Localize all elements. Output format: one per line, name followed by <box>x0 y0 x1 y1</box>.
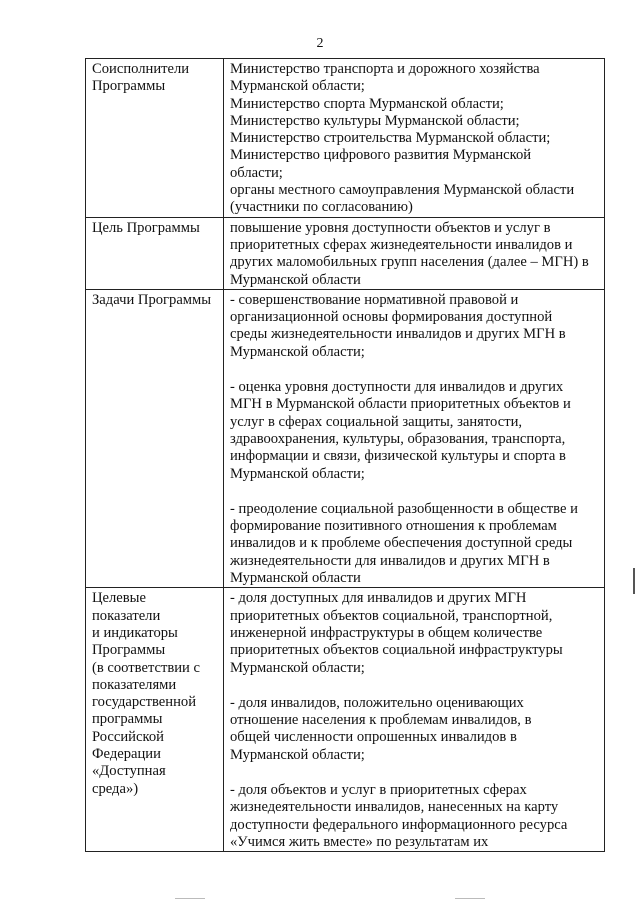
page-number: 2 <box>316 36 324 51</box>
row-value-line: Мурманской области; <box>230 465 365 482</box>
row-value-line: информации и связи, физической культуры и спорта в <box>230 448 566 465</box>
row-label-line: государственной <box>92 694 197 711</box>
row-label-cell <box>86 59 224 218</box>
row-value-line: Министерство культуры Мурманской области; <box>230 112 520 129</box>
row-value-line: повышение уровня доступности объектов и услуг в <box>230 219 551 236</box>
table-row <box>86 59 605 218</box>
row-label-cell <box>86 217 224 289</box>
row-label-line: «Доступная <box>92 763 166 780</box>
row-value-line: формирование позитивного отношения к проблемам <box>230 518 557 535</box>
row-value-line: области; <box>230 164 283 181</box>
row-value-line: жизнедеятельности инвалидов, нанесенных на карту <box>230 799 559 816</box>
row-label-line: программы <box>92 711 163 728</box>
row-label-line: показателями <box>92 676 177 693</box>
row-value-line: - доля доступных для инвалидов и других МГН <box>230 590 527 607</box>
row-value-line: здравоохранения, культуры, образования, транспорта, <box>230 430 566 447</box>
row-label-line: Федерации <box>92 745 161 762</box>
row-value-line: - доля объектов и услуг в приоритетных сферах <box>230 781 527 798</box>
row-label-line: (в соответствии с <box>92 659 200 676</box>
row-label-cell <box>86 289 224 587</box>
row-value-line: - совершенствование нормативной правовой и <box>230 291 519 308</box>
scan-edge-mark <box>633 568 635 594</box>
row-value-cell <box>224 289 605 587</box>
row-value-line: Министерство строительства Мурманской области; <box>230 130 551 147</box>
row-value-line: Мурманской области; <box>230 78 365 95</box>
table-row <box>86 289 605 587</box>
row-label-cell <box>86 588 224 852</box>
row-value-line: - оценка уровня доступности для инвалидов и других <box>230 379 564 396</box>
row-value-line: отношение населения к проблемам инвалидов, в <box>230 712 532 729</box>
row-value-line: доступности федерального информационного ресурса <box>230 816 568 833</box>
row-label-line: Российской <box>92 728 164 745</box>
row-value-line: инженерной инфраструктуры в общем количестве <box>230 624 543 641</box>
scan-bottom-mark-right <box>455 898 485 899</box>
row-label-line: Цель Программы <box>92 219 200 236</box>
row-value-line: приоритетных объектов социальной инфраструктуры <box>230 642 563 659</box>
row-value-line: среды жизнедеятельности инвалидов и других МГН в <box>230 326 566 343</box>
program-passport-table <box>85 58 605 852</box>
row-value-line: Мурманской области <box>230 570 361 587</box>
row-value-line: Мурманской области <box>230 271 361 288</box>
row-value-line: - доля инвалидов, положительно оценивающих <box>230 694 524 711</box>
row-value-line: приоритетных объектов социальной, транспортной, <box>230 607 553 624</box>
row-value-line: жизнедеятельности для инвалидов и других МГН в <box>230 552 550 569</box>
row-value-line: Министерство спорта Мурманской области; <box>230 95 504 112</box>
table-row <box>86 588 605 852</box>
row-label-line: среда») <box>92 780 139 797</box>
row-label-line: Программы <box>92 642 166 659</box>
paragraph-gap <box>230 361 599 379</box>
row-value-line: инвалидов и к проблеме обеспечения доступной среды <box>230 535 573 552</box>
row-value-cell <box>224 217 605 289</box>
paragraph-gap <box>230 483 599 501</box>
row-value-line: услуг в сферах социальной защиты, занятости, <box>230 413 523 430</box>
row-value-line: Министерство цифрового развития Мурманской <box>230 147 532 164</box>
paragraph-gap <box>230 764 599 782</box>
row-value-line: органы местного самоуправления Мурманской области <box>230 182 575 199</box>
row-label-line: и индикаторы <box>92 624 178 641</box>
paragraph-gap <box>230 677 599 695</box>
row-value-line: приоритетных сферах жизнедеятельности инвалидов и <box>230 236 573 253</box>
row-value-line: - преодоление социальной разобщенности в обществе и <box>230 500 578 517</box>
row-value-line: общей численности опрошенных инвалидов в <box>230 729 517 746</box>
scan-bottom-mark-left <box>175 898 205 899</box>
row-value-line: (участники по согласованию) <box>230 199 413 216</box>
row-value-line: МГН в Мурманской области приоритетных объектов и <box>230 396 571 413</box>
row-label-line: Соисполнители <box>92 61 190 77</box>
row-value-line: Мурманской области; <box>230 343 365 360</box>
row-value-line: организационной основы формирования доступной <box>230 309 553 326</box>
row-value-line: «Учимся жить вместе» по результатам их <box>230 833 489 850</box>
row-value-cell <box>224 59 605 218</box>
row-value-line: Мурманской области; <box>230 659 365 676</box>
row-value-line: других маломобильных групп населения (далее – МГН) в <box>230 254 589 271</box>
table-row <box>86 217 605 289</box>
row-label-line: Программы <box>92 78 166 95</box>
row-label-line: Задачи Программы <box>92 291 212 308</box>
row-value-cell <box>224 588 605 852</box>
row-value-line: Мурманской области; <box>230 746 365 763</box>
row-value-line: Министерство транспорта и дорожного хозяйства <box>230 61 540 77</box>
row-label-line: показатели <box>92 607 161 624</box>
row-label-line: Целевые <box>92 590 146 607</box>
